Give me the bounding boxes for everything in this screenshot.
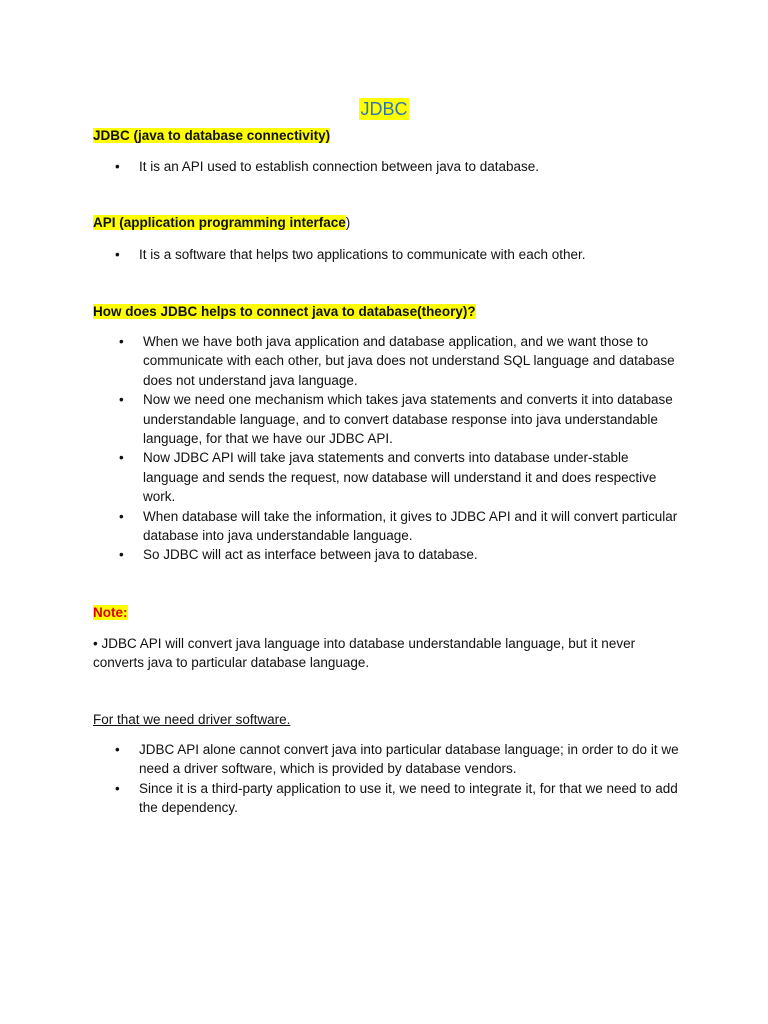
heading-note xyxy=(93,604,128,622)
bullet-icon: • xyxy=(119,334,124,349)
document-title: JDBC xyxy=(360,99,408,119)
bullet-icon: • xyxy=(119,508,124,524)
list-jdbc xyxy=(115,157,699,176)
list-driver xyxy=(115,740,684,818)
list-item xyxy=(115,157,699,176)
title-container xyxy=(0,98,768,120)
heading-driver: For that we need driver software. xyxy=(93,712,291,727)
list-item-text: Now we need one mechanism which takes java statements and converts it into database understandable language, and to convert database response into java understandable language, for that we have our JDBC API. xyxy=(143,392,673,447)
list-item-text: It is a software that helps two applications to communicate with each other. xyxy=(139,247,586,262)
list-item-text: Now JDBC API will take java statements and converts into database under-stable language and sends the request, now database will understand it and does respective work. xyxy=(143,450,657,505)
bullet-icon: • xyxy=(115,247,120,262)
bullet-icon: • xyxy=(119,450,124,466)
list-api xyxy=(115,245,719,264)
bullet-icon: • xyxy=(119,392,124,408)
list-item xyxy=(119,448,683,506)
list-item-text: So JDBC will act as interface between java to database. xyxy=(143,547,478,563)
list-item xyxy=(115,779,684,818)
list-item xyxy=(115,740,684,779)
list-item-text: When we have both java application and database application, and we want those to communicate with each other, but java does not understand SQL language and database does not understand java language. xyxy=(143,334,675,388)
list-item xyxy=(119,507,683,546)
list-how xyxy=(119,332,683,565)
heading-jdbc-text: JDBC (java to database connectivity) xyxy=(93,128,331,143)
list-item xyxy=(119,545,683,564)
heading-jdbc xyxy=(93,127,330,145)
heading-api xyxy=(93,214,350,232)
list-item xyxy=(115,245,719,264)
list-item xyxy=(119,332,683,390)
heading-how-text: How does JDBC helps to connect java to database(theory)? xyxy=(93,304,476,319)
list-item-text: When database will take the information, it gives to JDBC API and it will convert particular database into java understandable language. xyxy=(143,508,678,544)
note-paragraph: • JDBC API will convert java language into database understandable language, but it never converts java to particular database language. xyxy=(93,636,636,671)
heading-how xyxy=(93,303,476,321)
list-item-text: Since it is a third-party application to use it, we need to integrate it, for that we need to add the dependency. xyxy=(139,780,678,816)
heading-api-tail: ) xyxy=(345,215,351,230)
list-item xyxy=(119,390,683,448)
bullet-icon: • xyxy=(119,547,124,563)
list-item-text: It is an API used to establish connection between java to database. xyxy=(139,159,540,174)
heading-note-text: Note: xyxy=(93,605,128,620)
bullet-icon: • xyxy=(115,159,120,174)
bullet-icon: • xyxy=(115,780,120,796)
bullet-icon: • xyxy=(115,742,120,757)
heading-api-text: API (application programming interface xyxy=(93,215,346,230)
list-item-text: JDBC API alone cannot convert java into particular database language; in order to do it we need a driver software, which is provided by database vendors. xyxy=(139,742,679,777)
